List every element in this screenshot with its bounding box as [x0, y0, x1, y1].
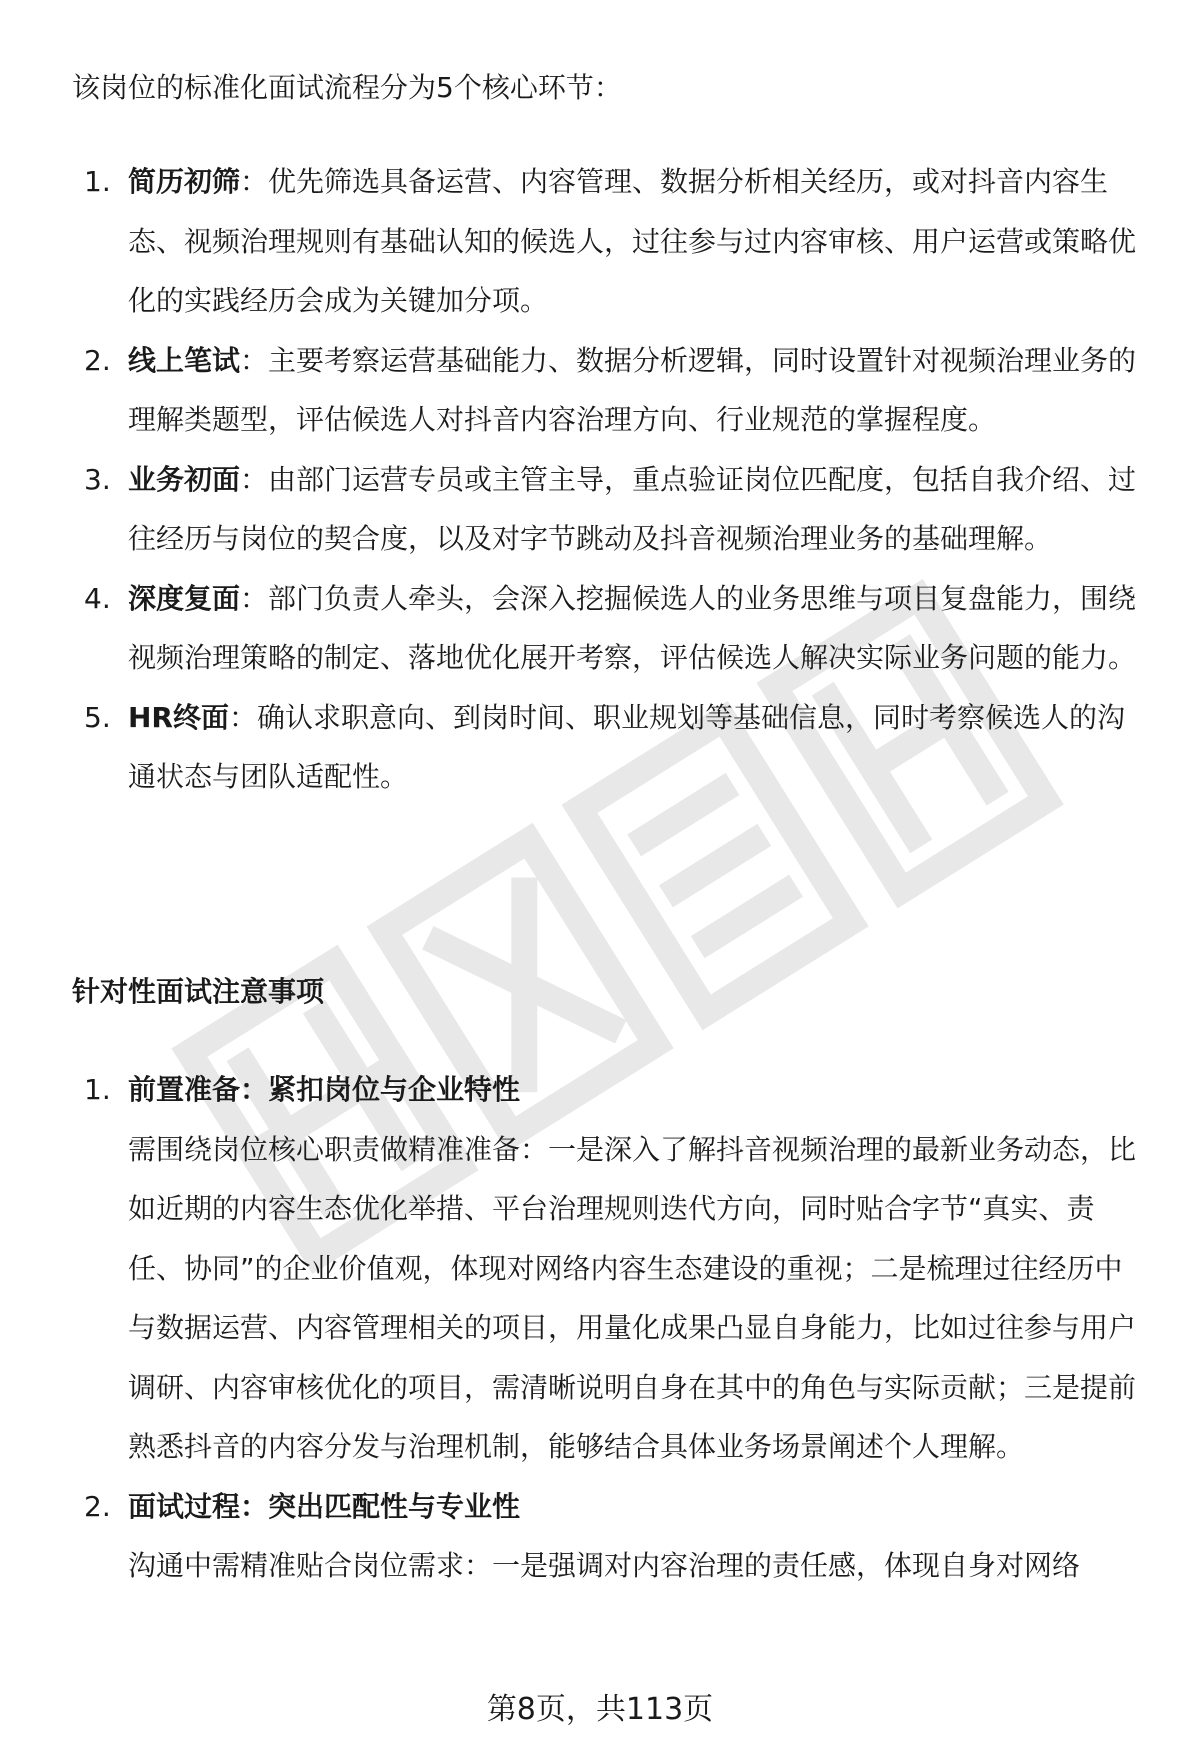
list-item [84, 569, 1148, 688]
item-text: ：主要考察运营基础能力、数据分析逻辑，同时设置针对视频治理业务的理解类题型，评估候选人对抖音内容治理方向、行业规范的掌握程度。 [128, 343, 1137, 436]
interview-process-list [84, 152, 1148, 807]
section-heading: 针对性面试注意事项 [72, 975, 325, 1008]
item-text: ：部门负责人牵头，会深入挖掘候选人的业务思维与项目复盘能力，围绕视频治理策略的制定、落地优化展开考察，评估候选人解决实际业务问题的能力。 [128, 581, 1137, 674]
list-number: 1. [84, 165, 111, 198]
list-item [84, 1477, 1148, 1596]
list-number: 4. [84, 581, 111, 615]
interview-tips-list [84, 1060, 1148, 1596]
item-title: 简历初筛 [128, 165, 241, 198]
item-title: 线上笔试 [128, 343, 241, 377]
intro-text: 该岗位的标准化面试流程分为5个核心环节： [72, 71, 622, 104]
item-text: 沟通中需精准贴合岗位需求：一是强调对内容治理的责任感，体现自身对网络 [128, 1549, 1081, 1582]
item-title: 前置准备：紧扣岗位与企业特性 [128, 1073, 521, 1106]
item-title: 深度复面 [128, 581, 241, 615]
list-item [84, 688, 1148, 807]
item-title: 面试过程：突出匹配性与专业性 [128, 1489, 521, 1523]
item-text: 需围绕岗位核心职责做精准准备：一是深入了解抖音视频治理的最新业务动态，比如近期的内容生态优化举措、平台治理规则迭代方向，同时贴合字节“真实、责任、协同”的企业价值观，体现对网络内容生态建设的重视；二是梳理过往经历中与数据运营、内容管理相关的项目，用量化成果凸显自身能力，比如过往参与用户调研、内容审核优化的项目，需清晰说明自身在其中的角色与实际贡献；三是提前熟悉抖音的内容分发与治理机制，能够结合具体业务场景阐述个人理解。 [128, 1132, 1137, 1463]
list-number: 3. [84, 462, 111, 496]
item-text: ：确认求职意向、到岗时间、职业规划等基础信息，同时考察候选人的沟通状态与团队适配性。 [128, 700, 1126, 793]
item-title: 业务初面 [128, 462, 241, 496]
item-title: HR终面 [128, 700, 229, 734]
list-number: 5. [84, 700, 111, 734]
list-item [84, 1060, 1148, 1477]
list-number: 1. [84, 1073, 111, 1106]
item-text: ：由部门运营专员或主管主导，重点验证岗位匹配度，包括自我介绍、过往经历与岗位的契合度，以及对字节跳动及抖音视频治理业务的基础理解。 [128, 462, 1137, 555]
list-item [84, 450, 1148, 569]
item-text: ：优先筛选具备运营、内容管理、数据分析相关经历，或对抖音内容生态、视频治理规则有基础认知的候选人，过往参与过内容审核、用户运营或策略优化的实践经历会成为关键加分项。 [128, 165, 1137, 317]
list-item [84, 331, 1148, 450]
page-footer: 第8页，共113页 [486, 1692, 714, 1727]
list-item [84, 152, 1148, 331]
list-number: 2. [84, 343, 111, 377]
list-number: 2. [84, 1489, 111, 1523]
